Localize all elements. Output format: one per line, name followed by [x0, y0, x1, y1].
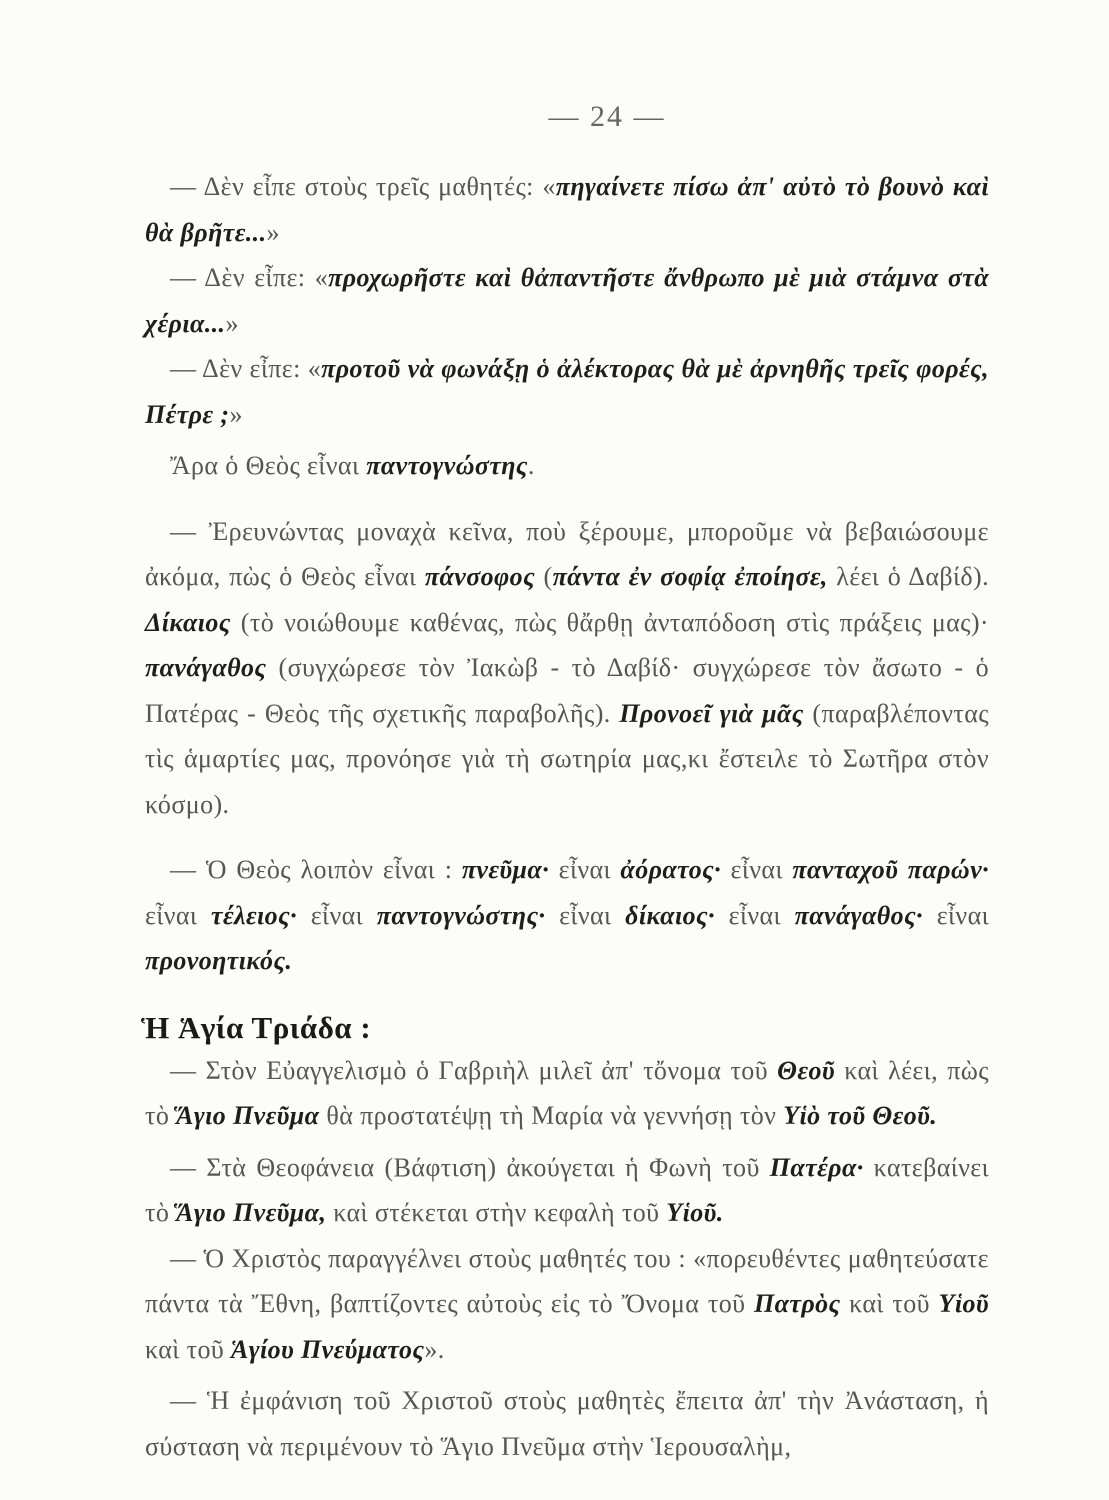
p5-emph-pansofos: πάνσοφος: [424, 562, 536, 591]
p3-text: — Δὲν εἶπε: «: [170, 354, 322, 383]
p6-text-a: — Ὁ Θεὸς λοιπὸν εἶναι :: [170, 855, 462, 884]
p7-text-c: καὶ λέει, πὼς τὸ: [145, 1055, 989, 1130]
p2-emphasis: προχωρῆστε καὶ θἀπαντῆστε ἄνθρωπο μὲ μιὰ στάμνα στὰ χέρια...: [145, 263, 989, 338]
paragraph-5: [145, 509, 989, 828]
p8-emph-patera: Πατέρα·: [769, 1152, 864, 1182]
p5-emph-pronoei: Προνοεῖ γιὰ μᾶς: [619, 698, 804, 728]
p8-emph-agio-pneuma: Ἅγιο Πνεῦμα,: [176, 1198, 327, 1227]
paragraph-4: [145, 443, 989, 489]
p3-close: »: [229, 399, 243, 429]
p6-text-g: εἶναι: [145, 900, 212, 930]
p6-text-e: εἶναι: [721, 855, 793, 884]
p9-text-a: — Ὁ Χριστὸς παραγγέλνει στοὺς μαθητές του : «πορευθέντες μαθητεύσατε πάντα τὰ Ἔθνη, βαπτίζοντες αὐτοὺς εἰς τὸ Ὄνομα τοῦ: [145, 1243, 989, 1318]
paragraph-9: [145, 1236, 989, 1373]
p5-text-k: (παραβλέποντας τὶς ἁμαρτίες μας, προνόησε γιὰ τὴ σωτηρία μας,κι ἔστειλε τὸ Σωτῆρα στὸν κόσμο).: [145, 698, 989, 819]
p6-emph-panagathos: πανάγαθος·: [794, 900, 923, 930]
p6-text-o: εἶναι: [922, 900, 990, 930]
p9-text-e: καὶ τοῦ: [145, 1334, 232, 1364]
p7-emph-agio-pneuma: Ἅγιο Πνεῦμα: [176, 1101, 320, 1130]
p5-text-g: (τὸ νοιώθουμε καθένας, πὼς θἄρθῃ ἀνταπόδοση στὶς πράξεις μας)·: [230, 607, 989, 637]
paragraph-7: [145, 1048, 989, 1139]
p9-text-c: καὶ τοῦ: [840, 1289, 939, 1318]
p9-emph-patros: Πατρὸς: [754, 1289, 841, 1318]
p6-text-k: εἶναι: [545, 900, 626, 930]
p5-text-a: — Ἐρευνώντας μοναχὰ κεῖνα, ποὺ ξέρουμε, μποροῦμε νὰ βεβαιώσουμε ἀκόμα, πὼς ὁ Θεὸς εἶναι: [145, 516, 989, 591]
p4-text: Ἄρα ὁ Θεὸς εἶναι: [170, 451, 367, 480]
p6-emph-pronoitikos: προνοητικός.: [145, 946, 293, 975]
p7-emph-yio: Υἱὸ τοῦ Θεοῦ.: [783, 1101, 938, 1130]
p6-emph-dikaios: δίκαιος·: [625, 900, 715, 930]
p6-text-m: εἶναι: [714, 900, 795, 930]
paragraph-10: [145, 1378, 989, 1469]
p1-emphasis: πηγαίνετε πίσω ἀπ' αὐτὸ τὸ βουνὸ καὶ θὰ βρῆτε...: [145, 172, 989, 247]
p1-close: »: [266, 217, 280, 247]
p6-emph-teleios: τέλειος·: [211, 900, 297, 930]
p4-emphasis: παντογνώστης: [366, 451, 528, 480]
p1-text: — Δὲν εἶπε στοὺς τρεῖς μαθητές: «: [170, 172, 556, 201]
paragraph-1: [145, 164, 989, 255]
p8-text-a: — Στὰ Θεοφάνεια (Βάφτιση) ἀκούγεται ἡ Φωνὴ τοῦ: [170, 1152, 770, 1182]
p2-close: »: [225, 308, 239, 338]
p9-text-g: ».: [424, 1334, 445, 1364]
p7-text-e: θὰ προστατέψῃ τὴ Μαρία νὰ γεννήσῃ τὸν: [319, 1101, 784, 1130]
p8-emph-yiou: Υἱοῦ.: [666, 1198, 724, 1227]
p5-text-c: (: [535, 562, 553, 591]
p9-emph-yiou: Υἱοῦ: [938, 1289, 989, 1318]
p8-text-c: κατεβαίνει τὸ: [145, 1152, 989, 1227]
p6-text-i: εἶναι: [296, 900, 377, 930]
p5-emph-panagathos: πανάγαθος: [145, 653, 267, 682]
p10-text: — Ἡ ἐμφάνιση τοῦ Χριστοῦ στοὺς μαθητὲς ἔπειτα ἀπ' τὴν Ἀνάσταση, ἡ σύσταση νὰ περιμένουν τὸ Ἅγιο Πνεῦμα στὴν Ἱερουσαλὴμ,: [145, 1386, 989, 1461]
p9-emph-agiou-pneumatos: Ἁγίου Πνεύματος: [231, 1334, 425, 1364]
page-number: — 24 —: [548, 100, 666, 133]
paragraph-3: [145, 346, 989, 437]
paragraph-2: [145, 255, 989, 346]
paragraph-6: [145, 847, 989, 984]
p5-text-e: λέει ὁ Δαβίδ).: [827, 562, 989, 591]
section-heading: Ἡ Ἁγία Τριάδα :: [141, 1009, 372, 1045]
p2-text: — Δὲν εἶπε: «: [170, 263, 329, 292]
p7-emph-theou: Θεοῦ: [777, 1055, 836, 1085]
p5-emph-quote: πάντα ἐν σοφίᾳ ἐποίησε,: [552, 562, 828, 591]
p7-text-a: — Στὸν Εὐαγγελισμὸ ὁ Γαβριὴλ μιλεῖ ἀπ' τὄνομα τοῦ: [170, 1055, 778, 1085]
p6-text-c: εἶναι: [549, 855, 621, 884]
p3-emphasis: προτοῦ νὰ φωνάξῃ ὁ ἀλέκτορας θὰ μὲ ἀρνηθῆς τρεῖς φορές, Πέτρε ;: [145, 354, 989, 429]
p5-text-i: (συγχώρεσε τὸν Ἰακὼβ - τὸ Δαβίδ· συγχώρεσε τὸν ἄσωτο - ὁ Πατέρας - Θεὸς τῆς σχετικῆς παραβολῆς).: [145, 653, 989, 728]
p6-emph-pneuma: πνεῦμα·: [461, 855, 550, 884]
p6-emph-pantognostis: παντογνώστης·: [376, 900, 546, 930]
p5-emph-dikaios: Δίκαιος: [145, 607, 231, 637]
p8-text-e: καὶ στέκεται στὴν κεφαλὴ τοῦ: [326, 1198, 667, 1227]
p6-emph-aoratos: ἀόρατος·: [620, 855, 722, 884]
p4-period: .: [527, 451, 535, 480]
paragraph-8: [145, 1145, 989, 1236]
p6-emph-pantachou: πανταχοῦ παρών·: [792, 855, 989, 884]
